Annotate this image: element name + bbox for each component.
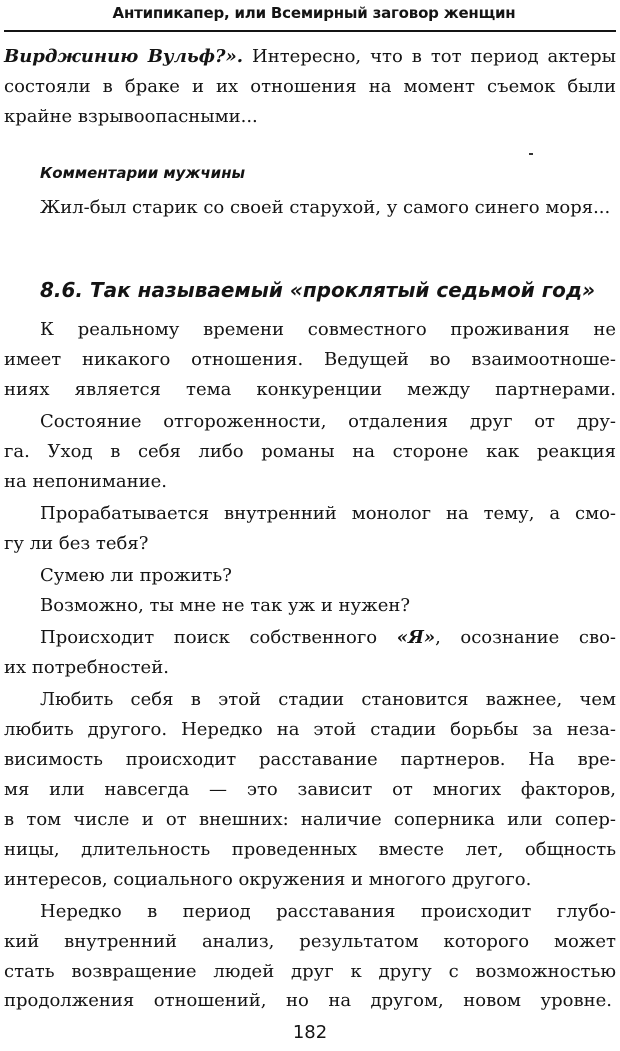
text-line: продолжения отношений, но на другом, новом уровне.: [4, 990, 612, 1011]
comments-heading: Комментарии мужчины: [40, 164, 246, 182]
running-head-rule: [4, 30, 616, 32]
text-run: Происходит поиск собственного: [40, 627, 397, 648]
page-number: 182: [292, 1022, 328, 1043]
comments-text: Жил-был старик со своей старухой, у самого синего моря...: [40, 197, 611, 218]
text-line: крайне взрывоопасными...: [4, 106, 258, 127]
text-run: , осознание сво-: [435, 627, 617, 648]
text-line: Любить себя в этой стадии становится важнее, чем: [40, 689, 616, 710]
text-line: в том числе и от внешних: наличие соперника или сопер-: [4, 809, 616, 830]
text-line: К реальному времени совместного проживания не: [40, 319, 616, 340]
text-line: Нередко в период расставания происходит глубо-: [40, 901, 616, 922]
text-line: интересов, социального окружения и многого другого.: [4, 869, 532, 890]
text-run: Интересно, что в тот период актеры: [243, 46, 616, 67]
text-line: Прорабатывается внутренний монолог на тему, а смо-: [40, 503, 616, 524]
text-line: висимость происходит расставание партнеров. На вре-: [4, 749, 616, 770]
text-line: любить другого. Нередко на этой стадии борьбы за неза-: [4, 719, 616, 740]
text-line: стать возвращение людей друг к другу с возможностью: [4, 961, 616, 982]
text-line: кий внутренний анализ, результатом которого может: [4, 931, 616, 952]
stray-mark: [529, 153, 533, 155]
text-line: Состояние отгороженности, отдаления друг от дру-: [40, 411, 616, 432]
text-line: [40, 626, 616, 650]
text-line: состояли в браке и их отношения на момент съемок были: [4, 76, 616, 97]
text-line: имеет никакого отношения. Ведущей во взаимоотноше-: [4, 349, 616, 370]
emphasis-text: «Я»: [396, 627, 436, 648]
text-line: га. Уход в себя либо романы на стороне как реакция: [4, 441, 616, 462]
text-line: Сумею ли прожить?: [40, 565, 232, 586]
text-line: мя или навсегда — это зависит от многих факторов,: [4, 779, 616, 800]
text-line: ниях является тема конкуренции между партнерами.: [4, 379, 616, 400]
text-line: [4, 45, 616, 69]
emphasis-text: Вирджинию Вульф?».: [4, 46, 244, 67]
text-line: их потребностей.: [4, 657, 169, 678]
text-line: гу ли без тебя?: [4, 533, 149, 554]
running-head: Антипикапер, или Всемирный заговор женщин: [112, 4, 516, 22]
text-line: ницы, длительность проведенных вместе лет, общность: [4, 839, 616, 860]
text-line: на непонимание.: [4, 471, 168, 492]
section-heading: 8.6. Так называемый «проклятый седьмой год»: [40, 278, 596, 302]
text-line: Возможно, ты мне не так уж и нужен?: [40, 595, 411, 616]
